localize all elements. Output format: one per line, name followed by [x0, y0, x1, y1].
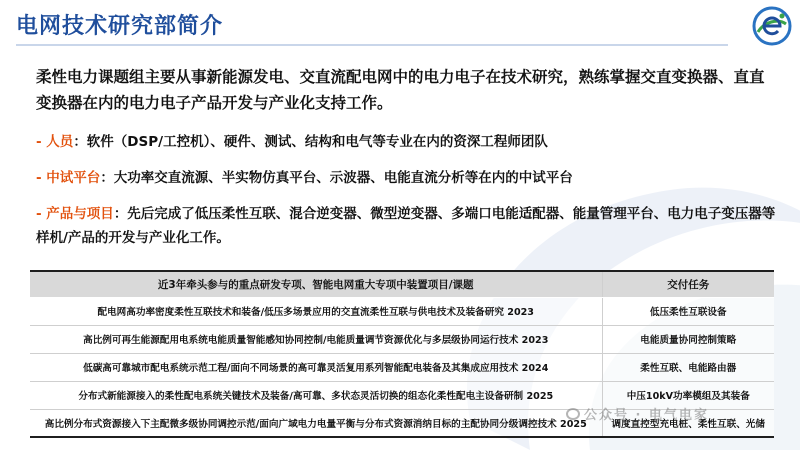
deliverable-cell: 调度直控型充电桩、柔性互联、光储: [602, 409, 774, 437]
intro-paragraph: 柔性电力课题组主要从事新能源发电、交直流配电网中的电力电子在技术研究，熟练掌握交直变换器、直直变换器在内的电力电子产品开发与产业化支持工作。: [36, 68, 765, 112]
title-divider: [16, 44, 728, 46]
bullet-pilot-platform: [36, 166, 776, 190]
column-header-deliverables: 交付任务: [602, 271, 774, 297]
bullet-text: ：软件（DSP/工控机）、硬件、测试、结构和电气等专业在内的资深工程师团队: [73, 134, 548, 150]
project-cell: 低碳高可靠城市配电系统示范工程/面向不同场景的高可靠灵活复用系列智能配电装备及其集成应用技术 2024: [30, 353, 602, 381]
bullet-text: ：大功率交直流源、半实物仿真平台、示波器、电能直流分析等在内的中试平台: [100, 170, 573, 186]
deliverable-cell: 低压柔性互联设备: [602, 297, 774, 325]
table-row: [30, 353, 774, 381]
bullet-key: - 中试平台: [36, 170, 101, 186]
deliverable-cell: 电能质量协同控制策略: [602, 325, 774, 353]
wechat-watermark: [566, 404, 709, 423]
project-cell: 分布式新能源接入的柔性配电系统关键技术及装备/高可靠、多状态灵活切换的组态化柔性配电主设备研制 2025: [30, 381, 602, 409]
table-row: [30, 325, 774, 353]
deliverable-cell: 柔性互联、电能路由器: [602, 353, 774, 381]
project-cell: 高比例分布式资源接入下主配微多级协同调控示范/面向广域电力电量平衡与分布式资源消纳目标的主配协同分级调控技术 2025: [30, 409, 602, 437]
organization-logo: [752, 6, 792, 46]
project-cell: 配电网高功率密度柔性互联技术和装备/低压多场景应用的交直流柔性互联与供电技术及装备研究 2023: [30, 297, 602, 325]
bullet-text: ：先后完成了低压柔性互联、混合逆变器、微型逆变器、多端口电能适配器、能量管理平台、电力电子变压器等样机/产品的开发与产业化工作。: [36, 206, 776, 246]
project-cell: 高比例可再生能源配用电系统电能质量智能感知协同控制/电能质量调节资源优化与多层级协同运行技术 2023: [30, 325, 602, 353]
watermark-text: 公众号 · 电气电家: [584, 408, 709, 423]
bullet-personnel: [36, 130, 776, 154]
page-title: 电网技术研究部简介: [16, 14, 224, 39]
title-bar: [0, 0, 800, 50]
table-header-row: [30, 271, 774, 297]
bullet-products-projects: [36, 202, 776, 250]
deliverable-cell: 中压10kV功率模组及其装备: [602, 381, 774, 409]
column-header-projects: 近3年牵头参与的重点研发专项、智能电网重大专项中装置项目/课题: [30, 271, 602, 297]
wechat-icon: [566, 408, 580, 420]
bullet-key: - 产品与项目: [36, 206, 114, 222]
table-row: [30, 297, 774, 325]
bullet-key: - 人员: [36, 134, 74, 150]
